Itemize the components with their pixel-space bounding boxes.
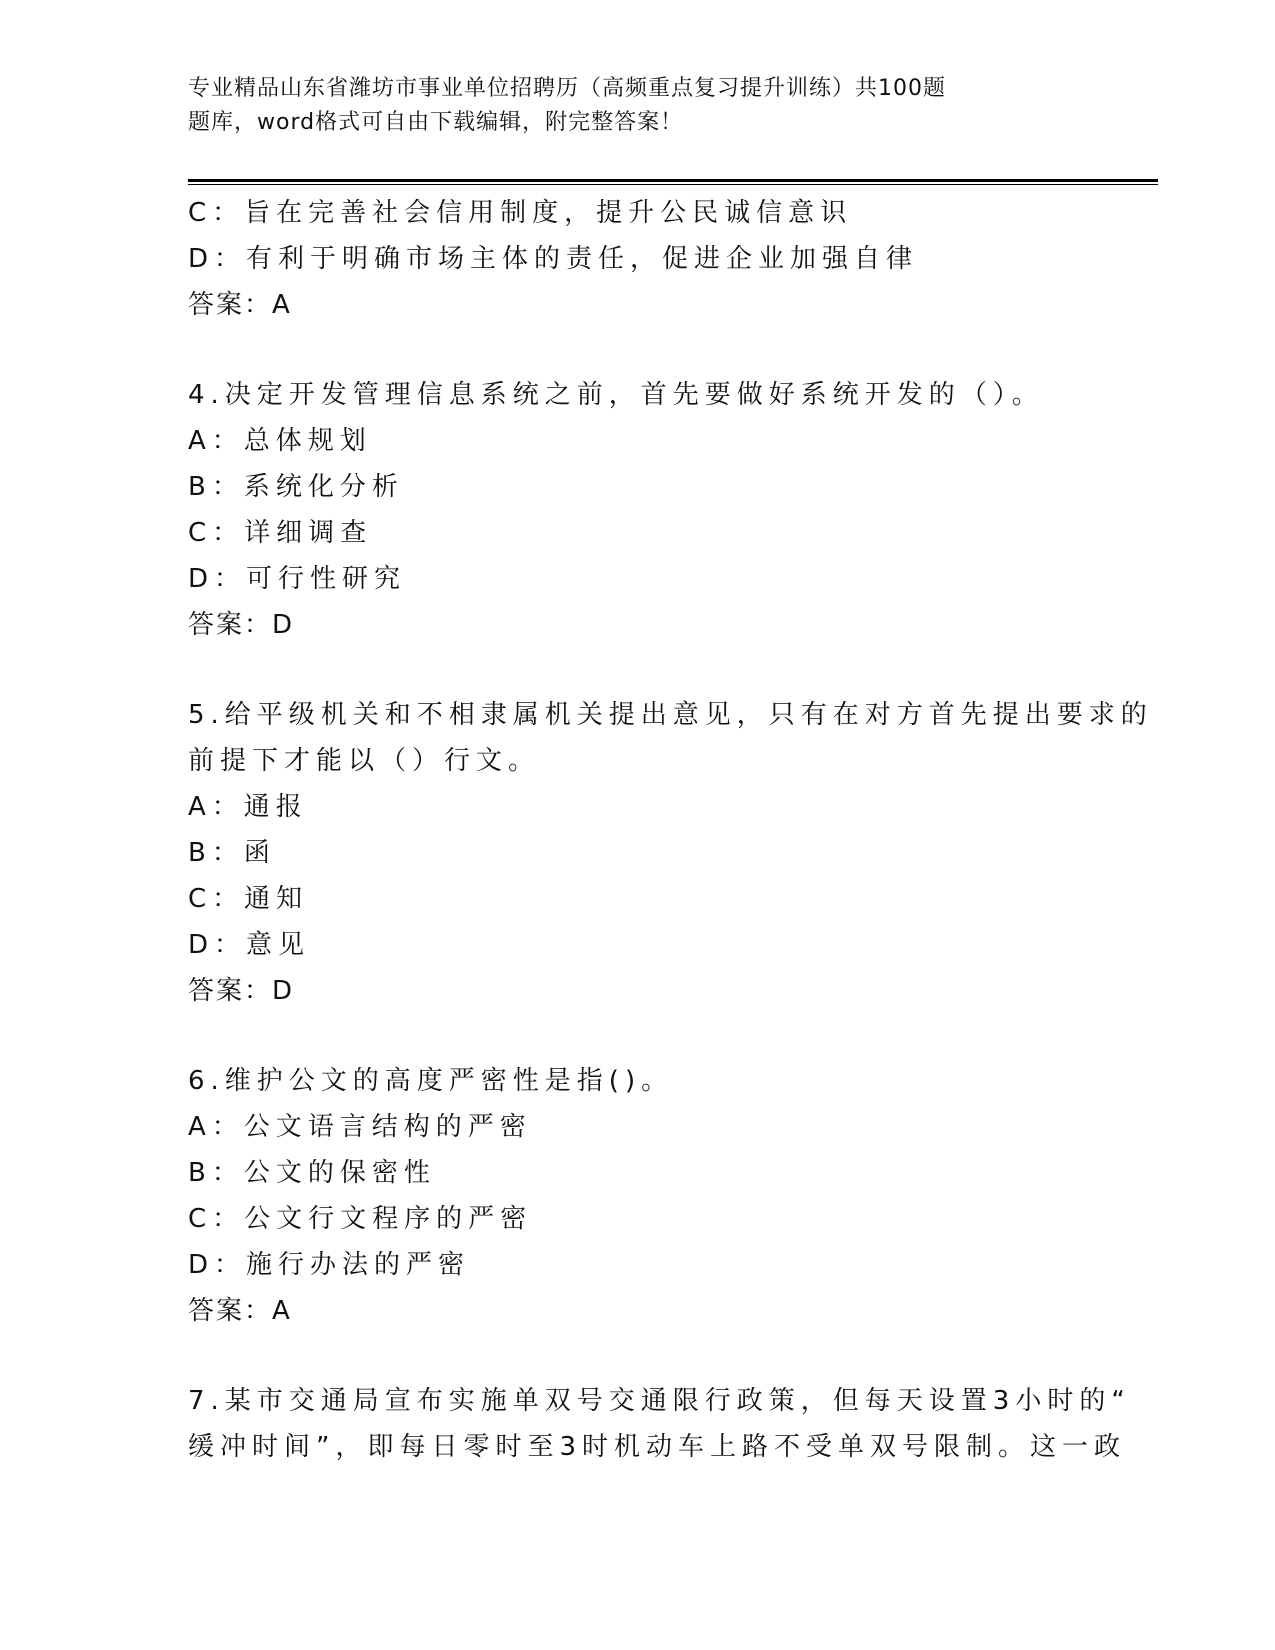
spacer [188, 1014, 1088, 1058]
header-rule-thick [188, 179, 1158, 182]
option-d: D：有利于明确市场主体的责任，促进企业加强自律 [188, 244, 919, 274]
header-rule-thin [188, 184, 1158, 185]
option-d: D：施行办法的严密 [188, 1250, 471, 1280]
option-c: C：通知 [188, 884, 309, 914]
question-text: 6.维护公文的高度严密性是指()。 [188, 1066, 674, 1096]
question-3-tail [188, 190, 1088, 328]
answer: 答案：A [188, 1296, 292, 1326]
question-7 [188, 1378, 1131, 1470]
spacer [188, 328, 1088, 372]
option-a: A：公文语言结构的严密 [188, 1112, 532, 1142]
option-a: A：通报 [188, 792, 308, 822]
spacer [188, 1334, 1088, 1378]
answer: 答案：A [188, 290, 292, 320]
header-line-2: 题库，word格式可自由下载编辑，附完整答案！ [188, 110, 684, 135]
question-text: 4.决定开发管理信息系统之前，首先要做好系统开发的（）。 [188, 380, 1044, 410]
option-c: C：公文行文程序的严密 [188, 1204, 533, 1234]
spacer [188, 648, 1088, 692]
option-b: B：系统化分析 [188, 472, 404, 502]
question-text-line-2: 前提下才能以（）行文。 [188, 746, 541, 776]
option-c: C：详细调查 [188, 518, 373, 548]
question-text-line-1: 5.给平级机关和不相隶属机关提出意见，只有在对方首先提出要求的 [188, 700, 1153, 730]
question-text-line-2: 缓冲时间”，即每日零时至3时机动车上路不受单双号限制。这一政 [188, 1432, 1127, 1462]
option-c: C：旨在完善社会信用制度，提升公民诚信意识 [188, 198, 853, 228]
option-b: B：函 [188, 838, 276, 868]
question-4 [188, 372, 1088, 648]
question-6 [188, 1058, 1088, 1334]
answer: 答案：D [188, 610, 295, 640]
question-text-line-1: 7.某市交通局宣布实施单双号交通限行政策，但每天设置3小时的“ [188, 1386, 1131, 1416]
question-5 [188, 692, 1153, 1014]
question-list [188, 190, 1153, 1470]
option-d: D：可行性研究 [188, 564, 407, 594]
answer: 答案：D [188, 976, 295, 1006]
option-d: D：意见 [188, 930, 311, 960]
header-line-1: 专业精品山东省潍坊市事业单位招聘历（高频重点复习提升训练）共100题 [188, 76, 946, 101]
option-a: A：总体规划 [188, 426, 372, 456]
document-header [188, 72, 1068, 140]
option-b: B：公文的保密性 [188, 1158, 436, 1188]
